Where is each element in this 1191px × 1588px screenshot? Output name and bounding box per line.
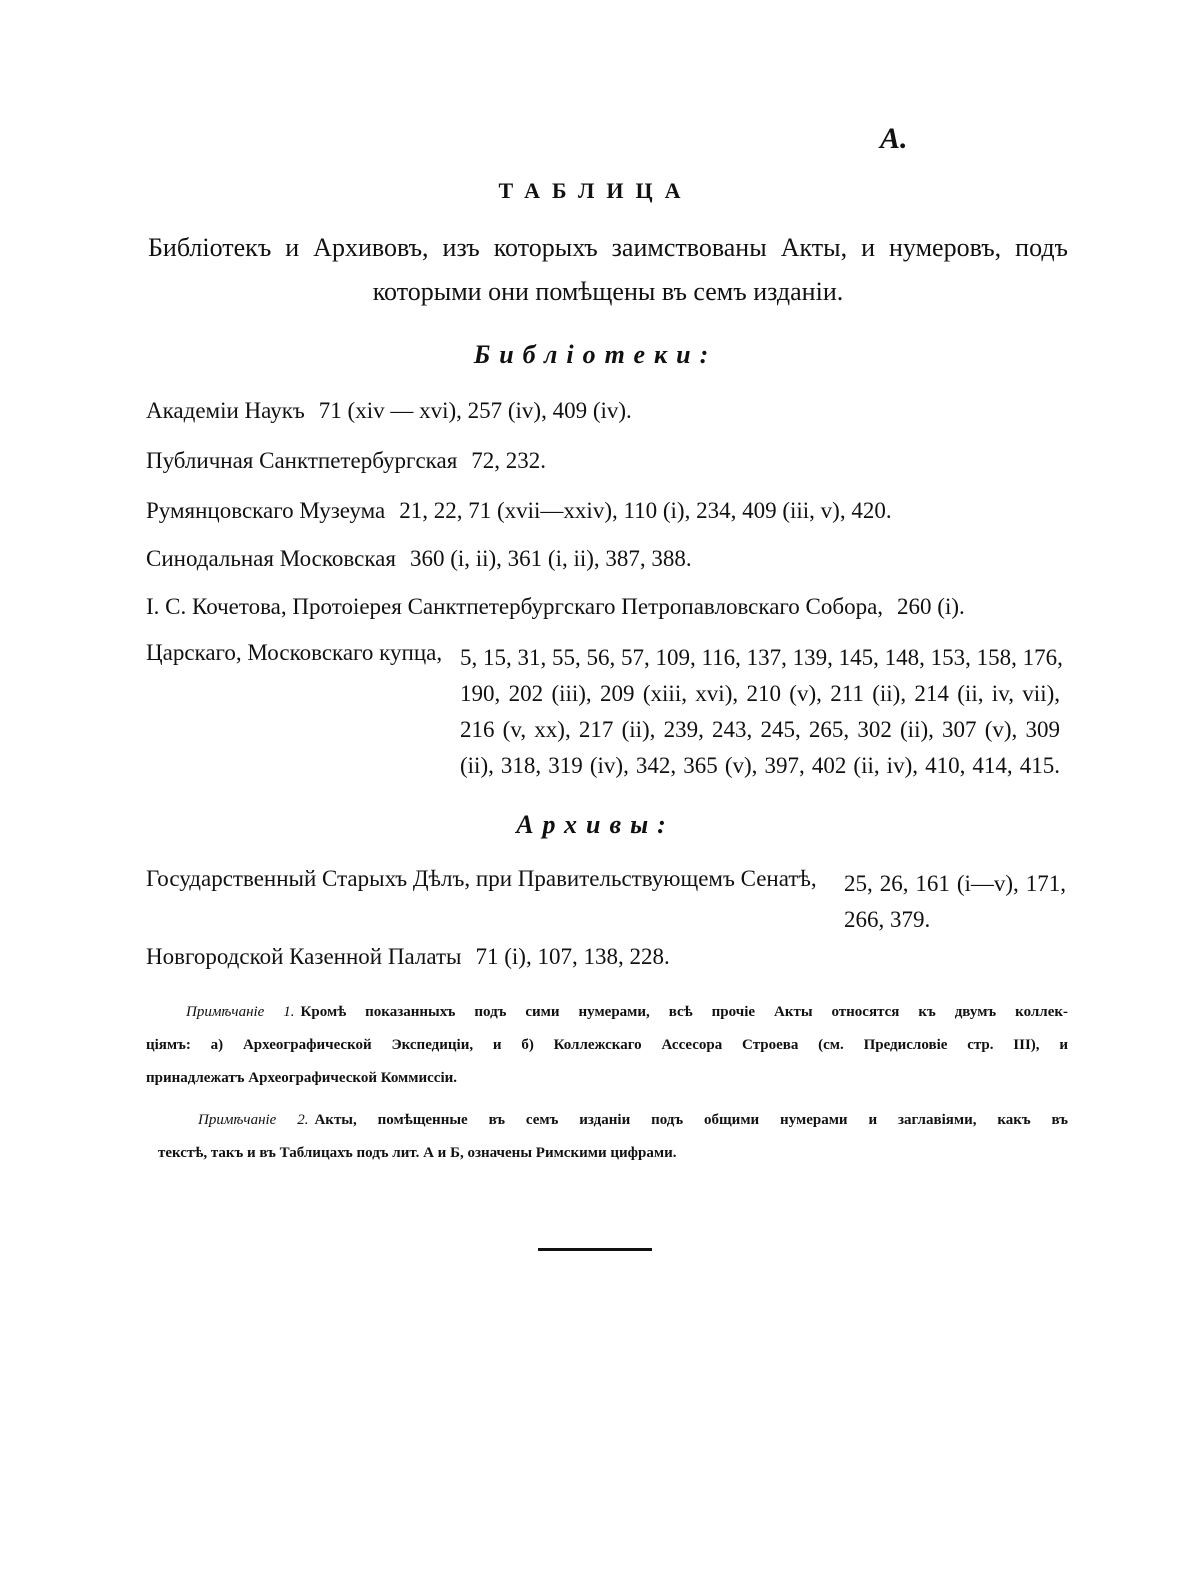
archive-name: Государственный Старыхъ Дѣлъ, при Правительствующемъ Сенатѣ, [146,866,817,891]
note-line [186,996,1068,1029]
library-refs: 260 (i). [897,594,965,619]
subtitle-line-1: Библіотекъ и Архивовъ, изъ которыхъ заимствованы Акты, и нумеровъ, подъ [148,233,1068,262]
library-entry [146,498,892,524]
archive-name: Новгородской Казенной Палаты [146,944,462,969]
library-entry [146,594,965,620]
table-title: ТАБЛИЦА [498,178,693,203]
library-refs: 71 (xiv — xvi), 257 (iv), 409 (iv). [318,398,632,423]
refs-line: (ii), 318, 319 (iv), 342, 365 (v), 397, 402 (ii, iv), 410, 414, 415. [460,753,1060,778]
library-name: Румянцовскаго Музеума [146,498,386,523]
library-refs: 21, 22, 71 (xvii—xxiv), 110 (i), 234, 409 (iii, v), 420. [399,498,892,523]
library-refs: 360 (i, ii), 361 (i, ii), 387, 388. [409,546,692,571]
note-line: текстѣ, такъ и въ Таблицахъ подъ лит. А и Б, означены Римскими цифрами. [158,1145,677,1161]
footnote-1 [146,996,1068,1095]
note-label: Примѣчаніе 1. [186,1004,295,1020]
note-label: Примѣчаніе 2. [198,1112,309,1128]
library-refs: 72, 232. [471,448,547,473]
refs-line: 5, 15, 31, 55, 56, 57, 109, 116, 137, 139, 145, 148, 153, 158, 176, [460,645,1063,670]
note-text: Акты, помѣщенные въ семъ изданіи подъ общими нумерами и заглавіями, какъ въ [314,1112,1068,1128]
note-line [198,1104,1068,1137]
archive-refs [844,866,1066,938]
refs-line: 25, 26, 161 (i—v), 171, [844,871,1066,896]
footnote-2 [158,1104,1068,1170]
note-text: Кромѣ показанныхъ подъ сими нумерами, всѣ прочіе Акты относятся къ двумъ коллек- [300,1004,1068,1020]
refs-line: 266, 379. [844,907,931,932]
library-entry [146,546,692,572]
archives-heading: Архивы: [516,810,675,839]
library-name: І. С. Кочетова, Протоіерея Санктпетербургскаго Петропавловскаго Собора, [146,594,884,619]
library-refs [460,640,1063,784]
library-entry [146,448,546,474]
library-name: Академіи Наукъ [146,398,305,423]
libraries-heading: Библіотеки: [473,340,718,369]
closing-rule [538,1248,652,1251]
refs-line: 190, 202 (iii), 209 (xiii, xvi), 210 (v), 211 (ii), 214 (ii, iv, vii), [460,681,1060,706]
note-line: принадлежатъ Археографической Коммиссіи. [146,1070,458,1086]
note-line: ціямъ: а) Археографической Экспедиціи, и б) Коллежскаго Ассесора Строева (см. Предисловіе стр. III), и [146,1037,1068,1053]
library-name: Царскаго, Московскаго купца, [146,640,443,665]
library-name: Публичная Санктпетербургская [146,448,458,473]
subtitle-line-2: которыми они помѣщены въ семъ изданіи. [372,277,844,306]
library-entry [146,398,632,424]
archive-entry-novgorod [146,944,670,970]
refs-line: 216 (v, xx), 217 (ii), 239, 243, 245, 265, 302 (ii), 307 (v), 309 [460,717,1060,742]
table-subtitle [148,226,1068,314]
library-name: Синодальная Московская [146,546,396,571]
page-letter: А. [880,122,908,155]
archive-refs: 71 (i), 107, 138, 228. [475,944,670,969]
